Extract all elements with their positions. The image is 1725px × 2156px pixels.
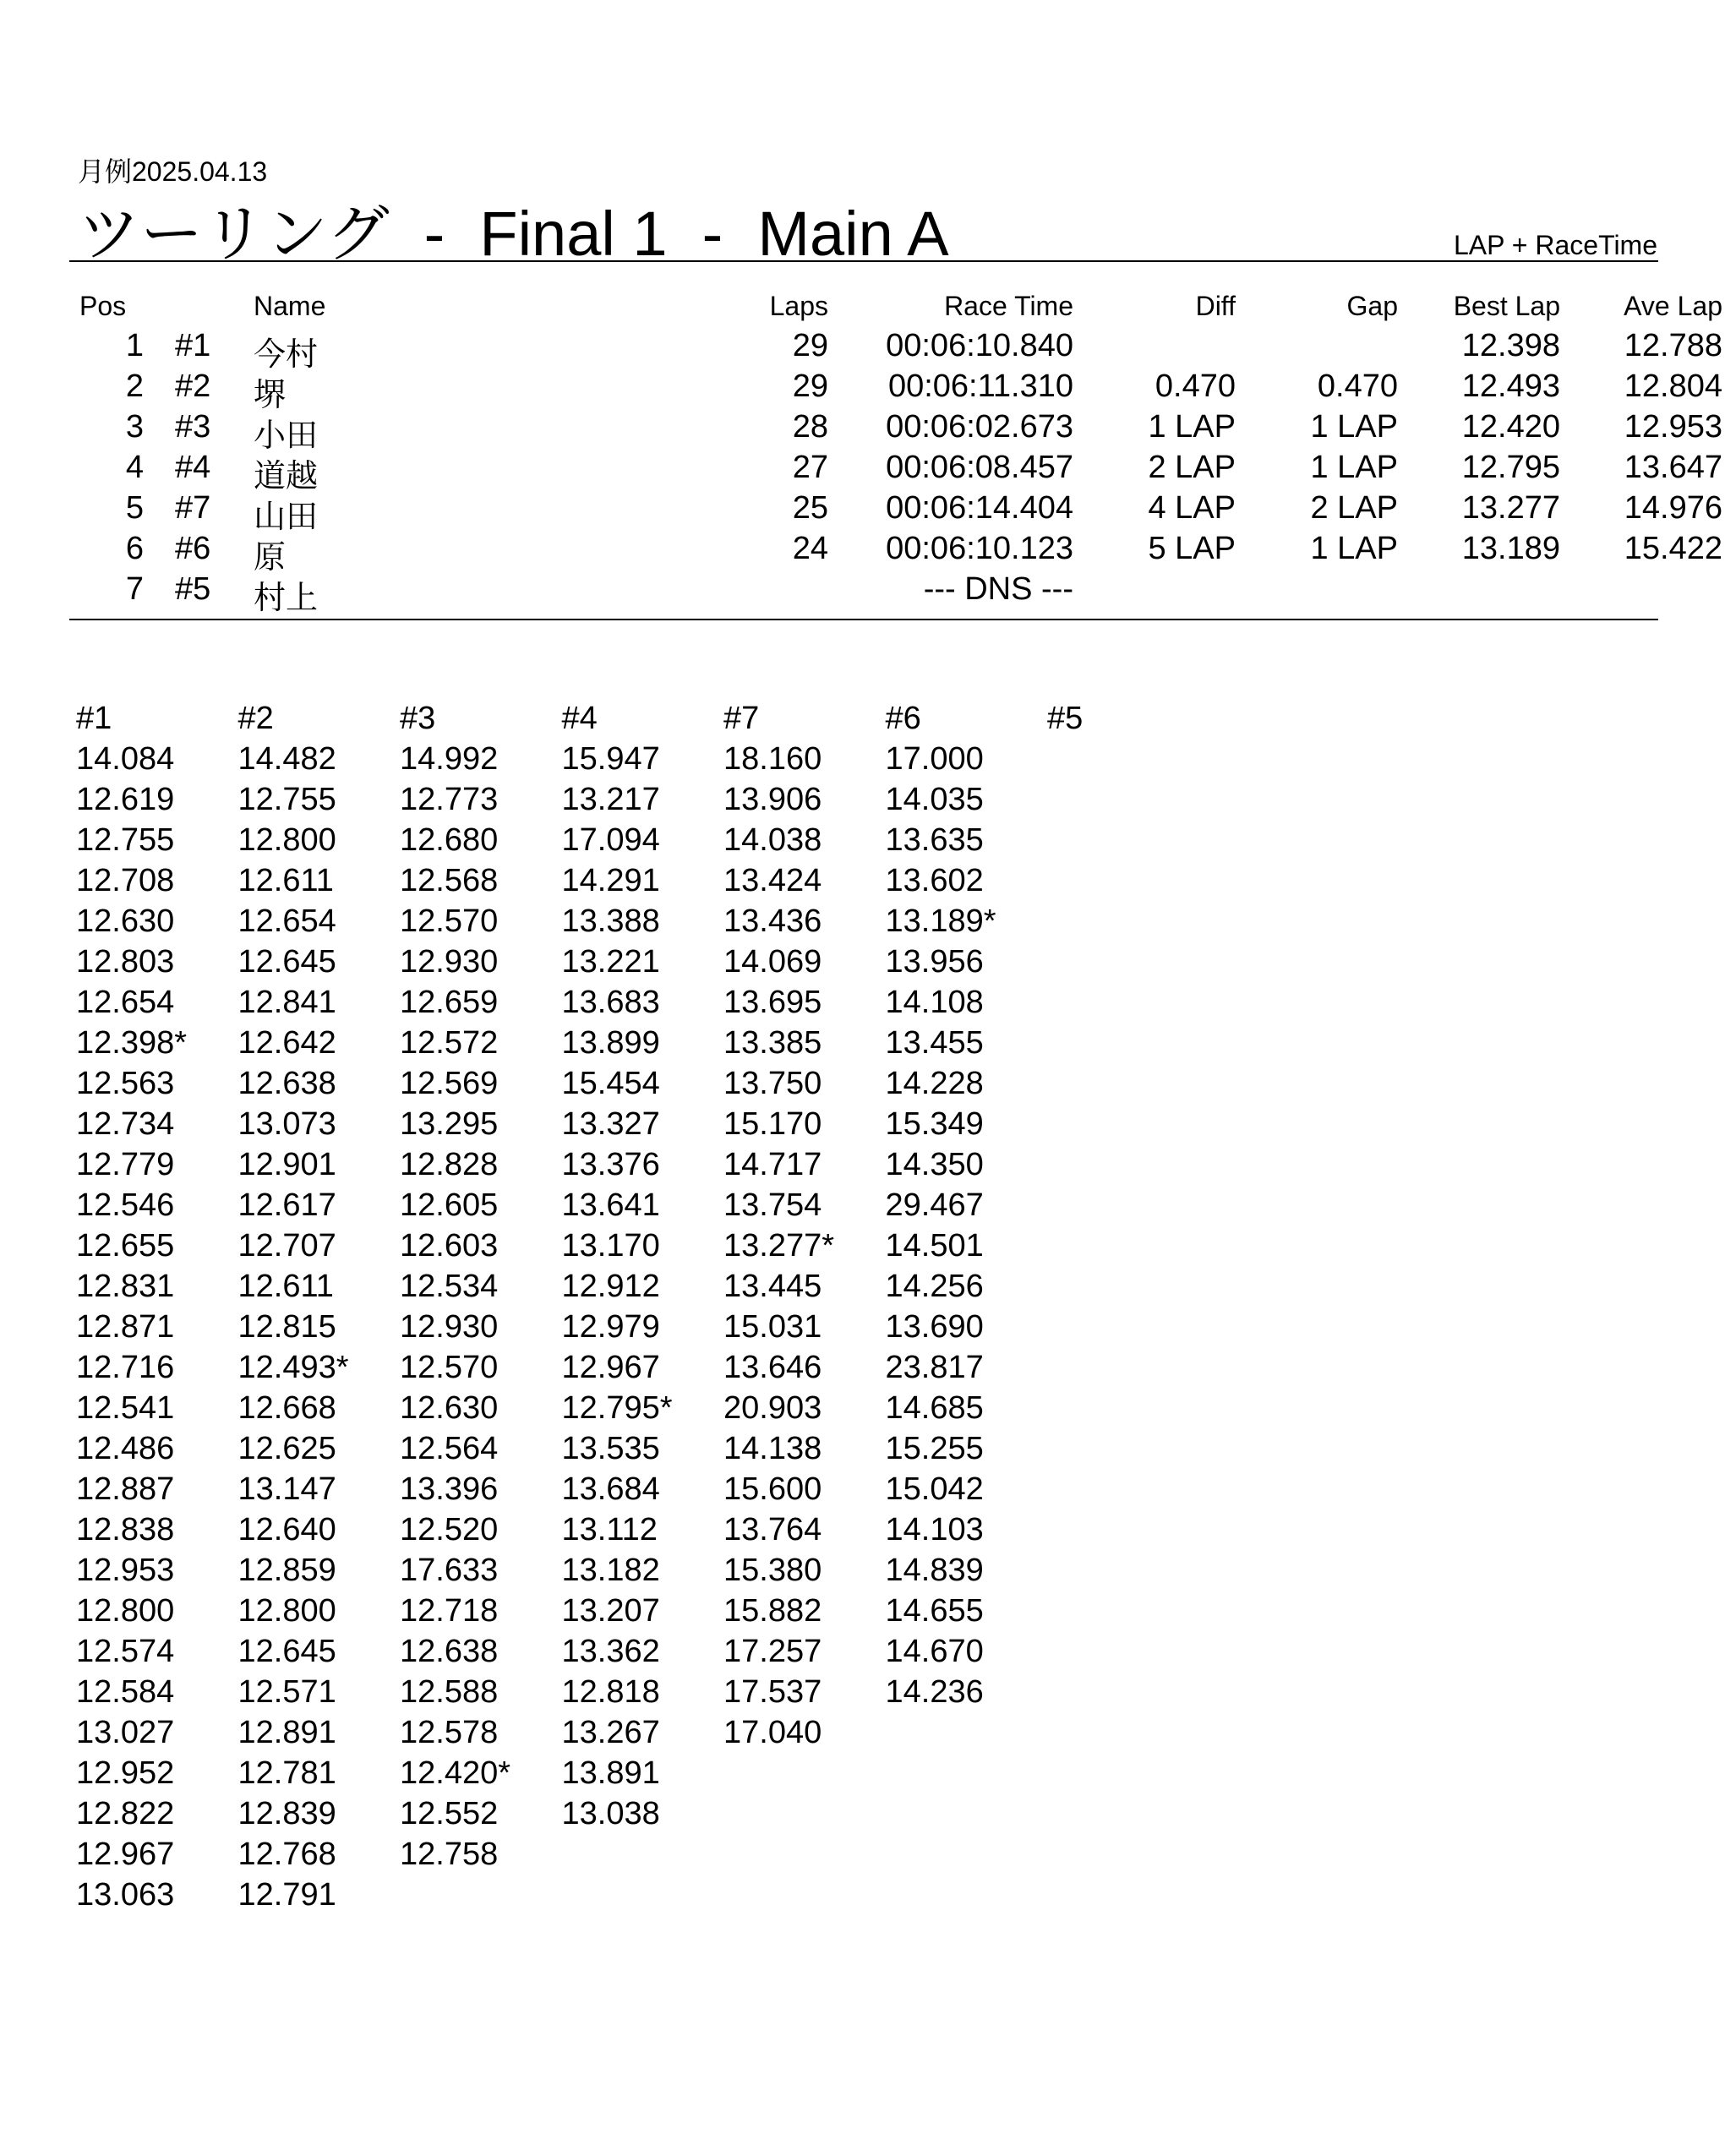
result-diff: 0.470 (1155, 368, 1236, 404)
lap-time: 14.256 (885, 1269, 984, 1304)
lap-time: 12.564 (400, 1431, 499, 1466)
lap-column (76, 698, 238, 1915)
result-diff: 4 LAP (1148, 490, 1236, 526)
lap-time: 13.646 (723, 1350, 822, 1385)
lap-time: 12.822 (76, 1796, 175, 1831)
result-car-number: #6 (175, 531, 211, 566)
lap-time: 12.953 (76, 1553, 175, 1588)
lap-time: 13.038 (561, 1796, 660, 1831)
result-ave-lap: 13.647 (1624, 450, 1722, 485)
lap-time: 12.645 (237, 1634, 336, 1669)
lap-time: 13.899 (561, 1025, 660, 1061)
lap-time: 12.645 (237, 944, 336, 980)
lap-time: 13.217 (561, 782, 660, 817)
lap-time: 13.385 (723, 1025, 822, 1061)
lap-time: 17.633 (400, 1553, 499, 1588)
lap-time: 15.882 (723, 1593, 822, 1629)
lap-time: 13.956 (885, 944, 984, 980)
lap-time: 14.685 (885, 1390, 984, 1426)
lap-time: 13.602 (885, 863, 984, 898)
lap-time: 12.630 (76, 903, 175, 939)
results-row-dns (69, 571, 1658, 616)
lap-column (886, 698, 1048, 1915)
lap-time: 14.236 (885, 1674, 984, 1710)
lap-time: 12.571 (237, 1674, 336, 1710)
lap-time: 12.800 (237, 822, 336, 858)
result-best-lap: 13.277 (1461, 490, 1560, 526)
lap-time: 12.588 (400, 1674, 499, 1710)
lap-time: 17.040 (723, 1715, 822, 1750)
lap-time: 12.887 (76, 1471, 175, 1507)
result-gap: 1 LAP (1310, 409, 1398, 445)
result-driver-name: 原 (254, 540, 287, 576)
lap-time: 12.795* (561, 1390, 673, 1426)
result-car-number: #4 (175, 450, 211, 485)
results-row (69, 450, 1722, 494)
lap-time: 12.967 (561, 1350, 660, 1385)
lap-time: 12.572 (400, 1025, 499, 1061)
lap-time: 12.584 (76, 1674, 175, 1710)
lap-time: 12.718 (400, 1593, 499, 1629)
lap-time: 12.828 (400, 1147, 499, 1182)
result-gap: 1 LAP (1310, 531, 1398, 566)
lap-time: 13.277* (723, 1228, 835, 1264)
lap-time: 12.638 (237, 1066, 336, 1101)
lap-time: 12.570 (400, 903, 499, 939)
lap-column (400, 698, 562, 1915)
result-car-number: #2 (175, 368, 211, 404)
results-table (69, 291, 1722, 616)
lap-time: 15.255 (885, 1431, 984, 1466)
result-race-time: 00:06:08.457 (886, 450, 1073, 485)
result-race-time: 00:06:11.310 (887, 368, 1073, 404)
lap-time: 12.655 (76, 1228, 175, 1264)
result-laps: 25 (792, 490, 828, 526)
lap-time: 13.683 (561, 985, 660, 1020)
lap-time: 13.635 (885, 822, 984, 858)
lap-time: 12.668 (237, 1390, 336, 1426)
result-ave-lap: 14.976 (1624, 490, 1722, 526)
lap-time: 12.640 (237, 1512, 336, 1547)
lap-time: 12.617 (237, 1187, 336, 1223)
lap-time: 14.138 (723, 1431, 822, 1466)
lap-time: 13.182 (561, 1553, 660, 1588)
lap-time: 12.493* (237, 1350, 349, 1385)
lap-time: 20.903 (723, 1390, 822, 1426)
result-driver-name: 堺 (254, 378, 287, 413)
lap-time: 18.160 (723, 741, 822, 777)
results-row (69, 409, 1722, 454)
lap-time: 17.000 (885, 741, 984, 777)
lap-time: 12.642 (237, 1025, 336, 1061)
result-best-lap: 12.398 (1461, 328, 1560, 363)
lap-time: 13.362 (561, 1634, 660, 1669)
result-diff: 1 LAP (1148, 409, 1236, 445)
lap-time: 13.891 (561, 1755, 660, 1791)
result-best-lap: 13.189 (1461, 531, 1560, 566)
lap-time: 14.228 (885, 1066, 984, 1101)
lap-time: 14.069 (723, 944, 822, 980)
lap-time: 12.552 (400, 1796, 499, 1831)
lap-time: 12.638 (400, 1634, 499, 1669)
lap-times-table (76, 698, 1209, 1915)
col-diff-header: Diff (1195, 291, 1236, 321)
results-row (69, 368, 1722, 413)
lap-column-car-number: #6 (885, 701, 921, 736)
result-pos: 5 (125, 490, 144, 526)
lap-time: 12.773 (400, 782, 499, 817)
result-race-time: 00:06:14.404 (886, 490, 1073, 526)
header-divider (69, 260, 1658, 262)
lap-time: 14.717 (723, 1147, 822, 1182)
lap-column (723, 698, 886, 1915)
result-pos: 2 (125, 368, 144, 404)
lap-column-car-number: #2 (237, 701, 274, 736)
lap-time: 12.611 (237, 1269, 334, 1304)
result-pos: 6 (125, 531, 144, 566)
lap-time: 13.207 (561, 1593, 660, 1629)
lap-time: 12.420* (400, 1755, 511, 1791)
lap-time: 14.839 (885, 1553, 984, 1588)
result-pos: 1 (125, 328, 144, 363)
lap-time: 12.859 (237, 1553, 336, 1588)
result-driver-name: 山田 (254, 499, 319, 535)
lap-time: 12.891 (237, 1715, 336, 1750)
lap-time: 12.605 (400, 1187, 499, 1223)
lap-time: 13.112 (561, 1512, 658, 1547)
lap-time: 12.768 (237, 1837, 336, 1872)
lap-time: 12.570 (400, 1350, 499, 1385)
lap-time: 17.257 (723, 1634, 822, 1669)
lap-time: 12.952 (76, 1755, 175, 1791)
results-divider (69, 619, 1658, 620)
result-race-time: 00:06:10.840 (886, 328, 1073, 363)
lap-time: 12.841 (237, 985, 336, 1020)
lap-time: 13.445 (723, 1269, 822, 1304)
result-ave-lap: 12.788 (1624, 328, 1722, 363)
result-laps: 29 (792, 328, 828, 363)
lap-time: 12.563 (76, 1066, 175, 1101)
result-gap: 2 LAP (1310, 490, 1398, 526)
lap-column-car-number: #1 (76, 701, 112, 736)
result-ave-lap: 15.422 (1624, 531, 1722, 566)
lap-time: 12.680 (400, 822, 499, 858)
lap-time: 12.569 (400, 1066, 499, 1101)
lap-time: 13.221 (561, 944, 660, 980)
col-laps-header: Laps (769, 291, 828, 321)
lap-time: 14.035 (885, 782, 984, 817)
lap-time: 12.520 (400, 1512, 499, 1547)
col-gap-header: Gap (1346, 291, 1398, 321)
result-driver-name: 小田 (254, 418, 319, 454)
result-diff: 5 LAP (1148, 531, 1236, 566)
result-race-time: 00:06:10.123 (886, 531, 1073, 566)
lap-time: 12.781 (237, 1755, 336, 1791)
lap-column-car-number: #7 (723, 701, 760, 736)
lap-time: 14.992 (400, 741, 499, 777)
lap-time: 15.600 (723, 1471, 822, 1507)
lap-time: 14.655 (885, 1593, 984, 1629)
lap-time: 12.486 (76, 1431, 175, 1466)
lap-time: 12.758 (400, 1837, 499, 1872)
lap-time: 13.388 (561, 903, 660, 939)
lap-time: 12.654 (76, 985, 175, 1020)
lap-time: 12.707 (237, 1228, 336, 1264)
lap-time: 14.350 (885, 1147, 984, 1182)
lap-time: 17.094 (561, 822, 660, 858)
result-dns-status: --- DNS --- (923, 571, 1073, 607)
result-laps: 27 (792, 450, 828, 485)
result-driver-name: 村上 (254, 581, 319, 616)
lap-time: 12.541 (76, 1390, 175, 1426)
result-car-number: #5 (175, 571, 211, 607)
lap-time: 13.073 (237, 1106, 336, 1142)
lap-time: 13.764 (723, 1512, 822, 1547)
results-row (69, 531, 1722, 576)
lap-time: 12.716 (76, 1350, 175, 1385)
race-title: ツーリング - Final 1 - Main A (78, 199, 949, 269)
col-ave-lap-header: Ave Lap (1624, 291, 1722, 321)
lap-time: 12.630 (400, 1390, 499, 1426)
lap-time: 12.831 (76, 1269, 175, 1304)
result-pos: 7 (125, 571, 144, 607)
lap-time: 13.327 (561, 1106, 660, 1142)
lap-time: 12.734 (76, 1106, 175, 1142)
lap-time: 12.838 (76, 1512, 175, 1547)
lap-time: 12.839 (237, 1796, 336, 1831)
result-pos: 3 (125, 409, 144, 445)
lap-time: 12.755 (237, 782, 336, 817)
lap-time: 13.906 (723, 782, 822, 817)
result-best-lap: 12.420 (1461, 409, 1560, 445)
result-laps: 24 (792, 531, 828, 566)
lap-column-car-number: #5 (1047, 701, 1084, 736)
lap-time: 13.690 (885, 1309, 984, 1345)
event-date: 月例2025.04.13 (78, 156, 268, 187)
col-best-lap-header: Best Lap (1453, 291, 1560, 321)
lap-time: 13.684 (561, 1471, 660, 1507)
result-pos: 4 (125, 450, 144, 485)
lap-time: 12.611 (237, 863, 334, 898)
lap-time: 12.912 (561, 1269, 660, 1304)
lap-time: 14.084 (76, 741, 175, 777)
lap-time: 12.901 (237, 1147, 336, 1182)
result-best-lap: 12.795 (1461, 450, 1560, 485)
lap-time: 12.800 (237, 1593, 336, 1629)
lap-time: 14.291 (561, 863, 660, 898)
lap-time: 12.546 (76, 1187, 175, 1223)
lap-time: 12.930 (400, 1309, 499, 1345)
lap-time: 13.750 (723, 1066, 822, 1101)
lap-time: 12.755 (76, 822, 175, 858)
lap-time: 12.625 (237, 1431, 336, 1466)
lap-time: 12.574 (76, 1634, 175, 1669)
lap-time: 12.534 (400, 1269, 499, 1304)
lap-time: 13.436 (723, 903, 822, 939)
lap-time: 13.147 (237, 1471, 336, 1507)
lap-time: 13.754 (723, 1187, 822, 1223)
lap-time: 13.295 (400, 1106, 499, 1142)
result-car-number: #1 (175, 328, 211, 363)
lap-time: 13.063 (76, 1877, 175, 1913)
lap-time: 13.396 (400, 1471, 499, 1507)
col-pos-header: Pos (79, 291, 127, 321)
lap-column (562, 698, 724, 1915)
result-gap: 1 LAP (1310, 450, 1398, 485)
result-race-time: 00:06:02.673 (886, 409, 1073, 445)
col-name-header: Name (254, 291, 326, 321)
lap-time: 12.803 (76, 944, 175, 980)
lap-time: 15.947 (561, 741, 660, 777)
lap-time: 13.170 (561, 1228, 660, 1264)
result-ave-lap: 12.804 (1624, 368, 1722, 404)
lap-time: 12.930 (400, 944, 499, 980)
lap-time: 12.659 (400, 985, 499, 1020)
lap-time: 15.031 (723, 1309, 822, 1345)
lap-time: 13.695 (723, 985, 822, 1020)
lap-time: 14.038 (723, 822, 822, 858)
lap-time: 12.398* (76, 1025, 188, 1061)
lap-time: 13.189* (885, 903, 996, 939)
lap-time: 12.871 (76, 1309, 175, 1345)
lap-time: 13.641 (561, 1187, 660, 1223)
lap-time: 15.042 (885, 1471, 984, 1507)
lap-time: 14.482 (237, 741, 336, 777)
result-driver-name: 道越 (254, 459, 319, 494)
lap-time: 15.170 (723, 1106, 822, 1142)
lap-time: 12.791 (237, 1877, 336, 1913)
lap-time: 12.619 (76, 782, 175, 817)
result-driver-name: 今村 (254, 337, 319, 373)
results-header-row (69, 291, 1722, 328)
lap-time: 12.568 (400, 863, 499, 898)
result-laps: 28 (792, 409, 828, 445)
lap-time: 12.967 (76, 1837, 175, 1872)
result-car-number: #7 (175, 490, 211, 526)
lap-time: 14.501 (885, 1228, 984, 1264)
lap-time: 14.670 (885, 1634, 984, 1669)
results-row (69, 490, 1722, 535)
result-diff: 2 LAP (1148, 450, 1236, 485)
lap-time: 12.603 (400, 1228, 499, 1264)
result-ave-lap: 12.953 (1624, 409, 1722, 445)
lap-time: 13.455 (885, 1025, 984, 1061)
lap-time: 12.815 (237, 1309, 336, 1345)
lap-time: 15.380 (723, 1553, 822, 1588)
lap-time: 12.979 (561, 1309, 660, 1345)
lap-column (238, 698, 401, 1915)
result-gap: 0.470 (1317, 368, 1398, 404)
lap-time: 13.535 (561, 1431, 660, 1466)
lap-time: 29.467 (885, 1187, 984, 1223)
lap-time: 14.108 (885, 985, 984, 1020)
result-car-number: #3 (175, 409, 211, 445)
lap-time: 13.027 (76, 1715, 175, 1750)
lap-time: 12.708 (76, 863, 175, 898)
lap-time: 12.654 (237, 903, 336, 939)
lap-time: 13.267 (561, 1715, 660, 1750)
lap-time: 17.537 (723, 1674, 822, 1710)
lap-time: 15.349 (885, 1106, 984, 1142)
col-race-time-header: Race Time (944, 291, 1073, 321)
timing-mode-label: LAP + RaceTime (1454, 230, 1657, 260)
lap-time: 12.818 (561, 1674, 660, 1710)
lap-time: 12.779 (76, 1147, 175, 1182)
lap-time: 14.103 (885, 1512, 984, 1547)
lap-column-car-number: #3 (400, 701, 436, 736)
lap-time: 13.376 (561, 1147, 660, 1182)
lap-column (1047, 698, 1209, 1915)
results-row (69, 328, 1722, 373)
lap-time: 12.800 (76, 1593, 175, 1629)
result-laps: 29 (792, 368, 828, 404)
result-best-lap: 12.493 (1461, 368, 1560, 404)
lap-time: 13.424 (723, 863, 822, 898)
lap-time: 23.817 (885, 1350, 984, 1385)
lap-time: 15.454 (561, 1066, 660, 1101)
lap-time: 12.578 (400, 1715, 499, 1750)
lap-column-car-number: #4 (561, 701, 598, 736)
